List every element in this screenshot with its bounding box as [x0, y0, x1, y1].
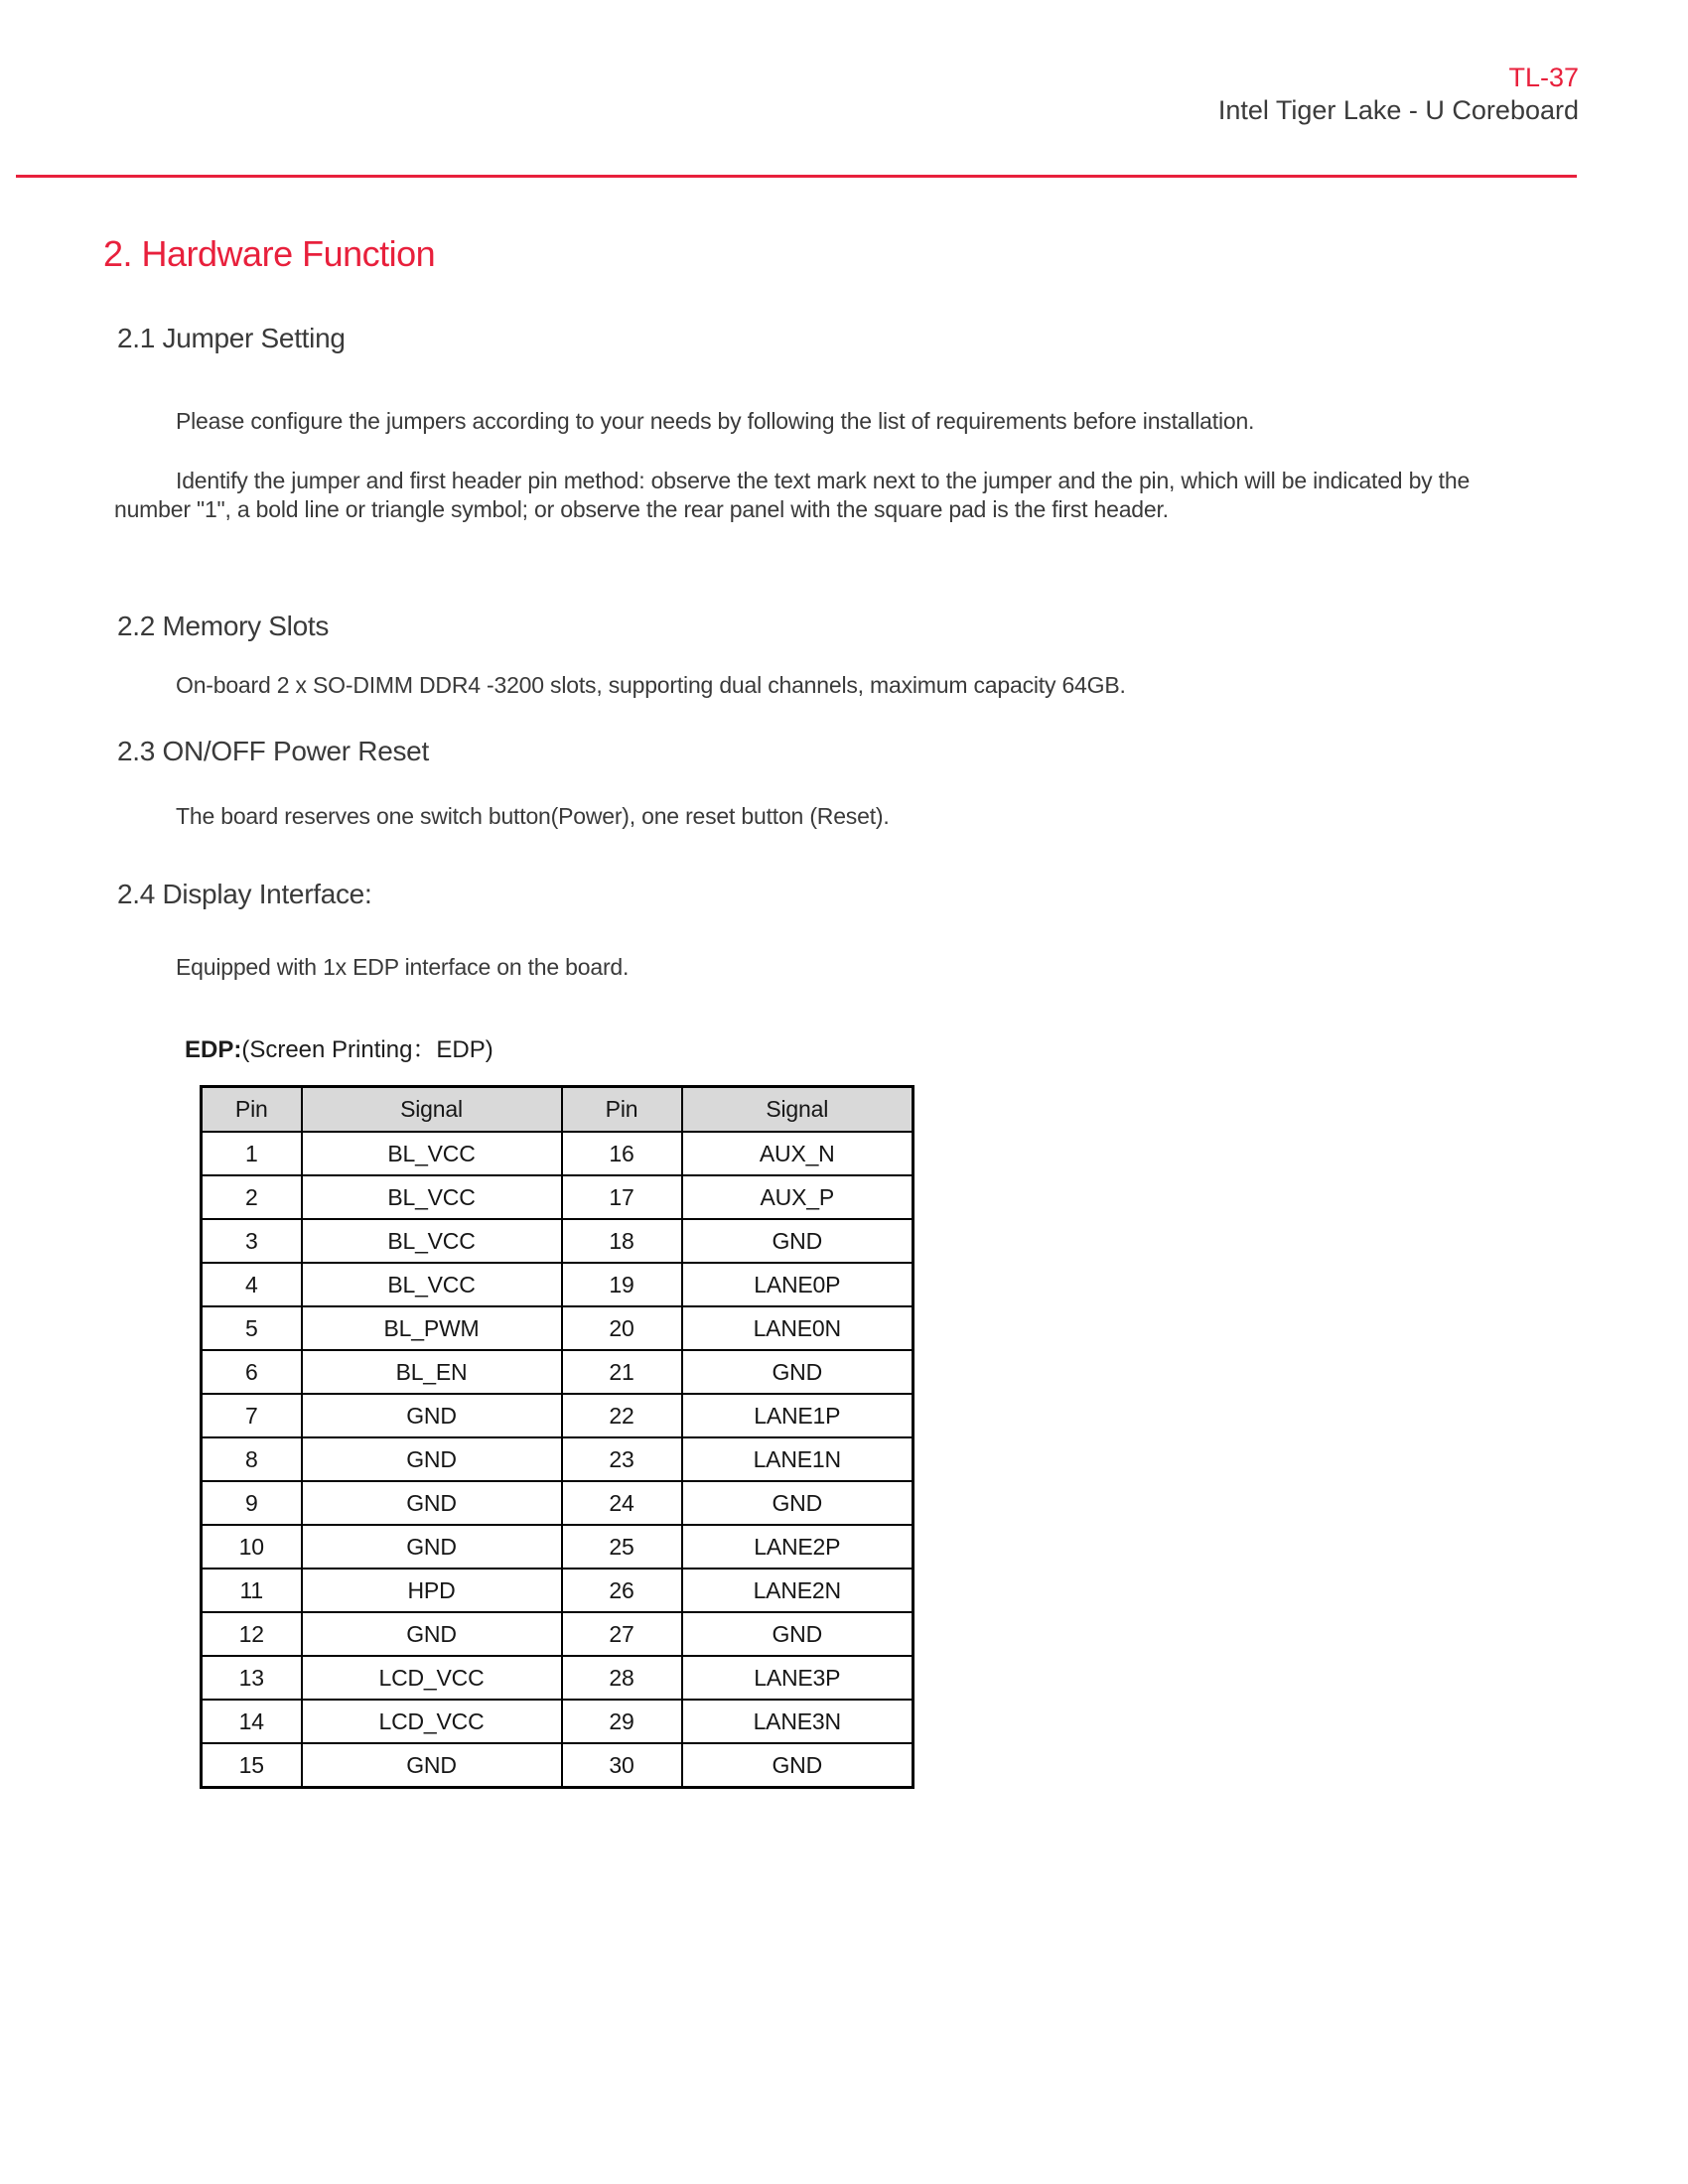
signal-cell: GND: [302, 1437, 562, 1481]
paragraph-jumper-setting-1: Please configure the jumpers according to your needs by following the list of requirements before installation.: [176, 408, 1255, 434]
signal-cell: GND: [682, 1219, 914, 1263]
pin-cell: 1: [202, 1132, 302, 1175]
pin-cell: 22: [562, 1394, 682, 1437]
pin-cell: 21: [562, 1350, 682, 1394]
header-divider-rule: [16, 175, 1577, 178]
signal-cell: GND: [302, 1743, 562, 1788]
pin-cell: 5: [202, 1306, 302, 1350]
pin-cell: 20: [562, 1306, 682, 1350]
table-row: [202, 1612, 914, 1656]
edp-table-caption: [185, 1036, 1688, 1064]
table-row: [202, 1656, 914, 1700]
paragraph-display-interface: Equipped with 1x EDP interface on the board.: [176, 954, 630, 980]
signal-cell: LANE3N: [682, 1700, 914, 1743]
table-row: [202, 1437, 914, 1481]
section-title-jumper-setting: 2.1 Jumper Setting: [117, 323, 346, 353]
signal-cell: GND: [302, 1612, 562, 1656]
edp-caption-bold: EDP:: [185, 1036, 242, 1063]
pin-cell: 15: [202, 1743, 302, 1788]
pin-cell: 25: [562, 1525, 682, 1569]
section-title-memory-slots: 2.2 Memory Slots: [117, 611, 330, 641]
signal-cell: HPD: [302, 1569, 562, 1612]
header-cell-signal-right: Signal: [682, 1087, 914, 1133]
pin-cell: 17: [562, 1175, 682, 1219]
table-row: [202, 1132, 914, 1175]
table-row: [202, 1175, 914, 1219]
header-cell-pin-left: Pin: [202, 1087, 302, 1133]
section-title-hardware-function: 2. Hardware Function: [103, 233, 436, 274]
pin-cell: 23: [562, 1437, 682, 1481]
pin-cell: 4: [202, 1263, 302, 1306]
table-row: [202, 1350, 914, 1394]
signal-cell: LANE2P: [682, 1525, 914, 1569]
table-header-row: [202, 1087, 914, 1133]
pin-cell: 24: [562, 1481, 682, 1525]
signal-cell: GND: [682, 1612, 914, 1656]
pin-cell: 13: [202, 1656, 302, 1700]
signal-cell: LANE0N: [682, 1306, 914, 1350]
pin-cell: 30: [562, 1743, 682, 1788]
table-row: [202, 1569, 914, 1612]
signal-cell: GND: [302, 1525, 562, 1569]
pin-cell: 14: [202, 1700, 302, 1743]
signal-cell: GND: [682, 1481, 914, 1525]
signal-cell: LANE1P: [682, 1394, 914, 1437]
page-header: [0, 0, 1688, 127]
table-row: [202, 1219, 914, 1263]
pin-cell: 9: [202, 1481, 302, 1525]
signal-cell: LANE3P: [682, 1656, 914, 1700]
signal-cell: BL_VCC: [302, 1263, 562, 1306]
table-row: [202, 1394, 914, 1437]
pin-cell: 6: [202, 1350, 302, 1394]
doc-title: Intel Tiger Lake - U Coreboard: [1217, 95, 1579, 125]
signal-cell: BL_VCC: [302, 1219, 562, 1263]
pin-cell: 16: [562, 1132, 682, 1175]
table-row: [202, 1481, 914, 1525]
signal-cell: GND: [302, 1394, 562, 1437]
table-row: [202, 1263, 914, 1306]
section-title-display-interface: 2.4 Display Interface:: [117, 879, 372, 909]
pin-cell: 12: [202, 1612, 302, 1656]
header-cell-pin-right: Pin: [562, 1087, 682, 1133]
paragraph-power-reset: The board reserves one switch button(Power), one reset button (Reset).: [176, 803, 890, 829]
paragraph-memory-slots: On-board 2 x SO-DIMM DDR4 -3200 slots, supporting dual channels, maximum capacity 64GB.: [176, 672, 1126, 698]
pin-cell: 18: [562, 1219, 682, 1263]
signal-cell: LCD_VCC: [302, 1700, 562, 1743]
pin-cell: 26: [562, 1569, 682, 1612]
pin-cell: 7: [202, 1394, 302, 1437]
signal-cell: BL_VCC: [302, 1132, 562, 1175]
signal-cell: BL_EN: [302, 1350, 562, 1394]
pin-cell: 8: [202, 1437, 302, 1481]
pin-cell: 27: [562, 1612, 682, 1656]
table-row: [202, 1306, 914, 1350]
signal-cell: LANE0P: [682, 1263, 914, 1306]
signal-cell: AUX_P: [682, 1175, 914, 1219]
edp-pin-table: [200, 1085, 914, 1789]
pin-cell: 11: [202, 1569, 302, 1612]
table-row: [202, 1525, 914, 1569]
signal-cell: GND: [682, 1350, 914, 1394]
section-title-power-reset: 2.3 ON/OFF Power Reset: [117, 736, 429, 766]
edp-caption-rest: (Screen Printing：EDP): [241, 1036, 493, 1063]
doc-code: TL-37: [1508, 63, 1579, 92]
pin-cell: 10: [202, 1525, 302, 1569]
pin-cell: 19: [562, 1263, 682, 1306]
pin-cell: 28: [562, 1656, 682, 1700]
signal-cell: LCD_VCC: [302, 1656, 562, 1700]
signal-cell: BL_PWM: [302, 1306, 562, 1350]
table-row: [202, 1700, 914, 1743]
signal-cell: AUX_N: [682, 1132, 914, 1175]
signal-cell: LANE2N: [682, 1569, 914, 1612]
header-cell-signal-left: Signal: [302, 1087, 562, 1133]
pin-cell: 3: [202, 1219, 302, 1263]
signal-cell: GND: [682, 1743, 914, 1788]
table-row: [202, 1743, 914, 1788]
paragraph-jumper-setting-2: Identify the jumper and first header pin method: observe the text mark next to the jumper and the pin, which will be indicated by the number "1", a bold line or triangle symbol; or observe the rear panel with the square pad is the first header.: [114, 468, 1471, 522]
pin-cell: 29: [562, 1700, 682, 1743]
signal-cell: GND: [302, 1481, 562, 1525]
signal-cell: BL_VCC: [302, 1175, 562, 1219]
pin-cell: 2: [202, 1175, 302, 1219]
signal-cell: LANE1N: [682, 1437, 914, 1481]
